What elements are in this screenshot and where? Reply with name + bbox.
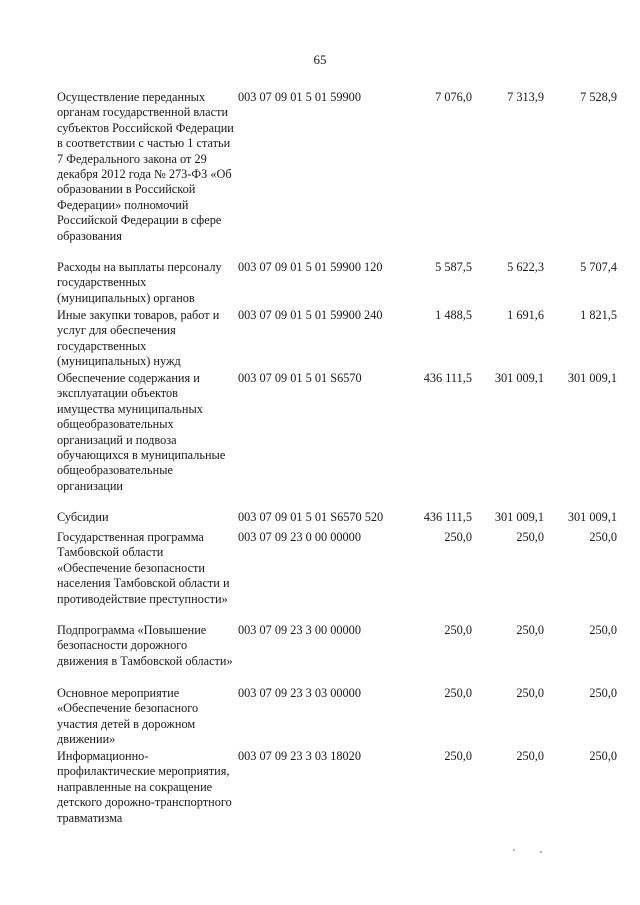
row-value-1: 436 111,5 — [423, 371, 472, 385]
row-name: Информационно-профилактические мероприятия, направленные на сокращение детского дорожно-транспортного травматизма — [57, 749, 232, 825]
row-name: Иные закупки товаров, работ и услуг для обеспечения государственных (муниципальных) нужд — [57, 308, 220, 369]
row-value-1: 250,0 — [444, 749, 472, 763]
row-name: Осуществление переданных органам государственной власти субъектов Российской Федерации в соответствии с частью 1 статьи 7 Федерального закона от 29 декабря 2012 года № 273-ФЗ «Об образовании в Российской Федерации» полномочий Российской Федерации в сфере образования — [57, 90, 234, 243]
row-name: Основное мероприятие «Обеспечение безопасного участия детей в дорожном движении» — [57, 686, 199, 747]
scan-specks — [508, 848, 548, 860]
row-code: 003 07 09 01 5 01 S6570 520 — [238, 510, 384, 524]
row-code: 003 07 09 23 3 00 00000 — [238, 623, 361, 637]
row-value-3: 301 009,1 — [567, 371, 617, 385]
row-value-3: 250,0 — [589, 623, 617, 637]
row-value-1: 5 587,5 — [435, 260, 472, 274]
row-name: Подпрограмма «Повышение безопасности дорожного движения в Тамбовской области» — [57, 623, 233, 668]
row-value-2: 250,0 — [516, 686, 544, 700]
row-value-3: 7 528,9 — [580, 90, 617, 104]
row-value-3: 5 707,4 — [580, 260, 617, 274]
row-code: 003 07 09 01 5 01 59900 — [238, 90, 361, 104]
row-value-3: 1 821,5 — [580, 308, 617, 322]
row-value-1: 250,0 — [444, 686, 472, 700]
row-value-1: 250,0 — [444, 623, 472, 637]
row-value-3: 250,0 — [589, 686, 617, 700]
row-value-3: 250,0 — [589, 749, 617, 763]
row-value-2: 5 622,3 — [507, 260, 544, 274]
row-value-1: 436 111,5 — [423, 510, 472, 524]
page-number: 65 — [313, 52, 327, 67]
row-name: Субсидии — [57, 510, 109, 524]
row-code: 003 07 09 23 3 03 00000 — [238, 686, 361, 700]
row-value-3: 250,0 — [589, 530, 617, 544]
row-name: Обеспечение содержания и эксплуатации объектов имущества муниципальных общеобразовательных организаций и подвоза обучающихся в муниципальные общеобразовательные организации — [57, 371, 226, 493]
row-value-1: 1 488,5 — [435, 308, 472, 322]
row-value-1: 7 076,0 — [435, 90, 472, 104]
row-value-3: 301 009,1 — [567, 510, 617, 524]
row-value-2: 250,0 — [516, 749, 544, 763]
row-name: Государственная программа Тамбовской области «Обеспечение безопасности населения Тамбовской области и противодействие преступности» — [57, 530, 230, 606]
row-value-1: 250,0 — [444, 530, 472, 544]
row-value-2: 1 691,6 — [507, 308, 544, 322]
row-value-2: 7 313,9 — [507, 90, 544, 104]
row-code: 003 07 09 23 0 00 00000 — [238, 530, 361, 544]
row-code: 003 07 09 01 5 01 S6570 — [238, 371, 362, 385]
row-code: 003 07 09 23 3 03 18020 — [238, 749, 361, 763]
row-value-2: 250,0 — [516, 623, 544, 637]
row-code: 003 07 09 01 5 01 59900 120 — [238, 260, 383, 274]
row-code: 003 07 09 01 5 01 59900 240 — [238, 308, 383, 322]
row-value-2: 301 009,1 — [494, 371, 544, 385]
row-name: Расходы на выплаты персоналу государственных (муниципальных) органов — [57, 260, 222, 305]
row-value-2: 301 009,1 — [494, 510, 544, 524]
row-value-2: 250,0 — [516, 530, 544, 544]
